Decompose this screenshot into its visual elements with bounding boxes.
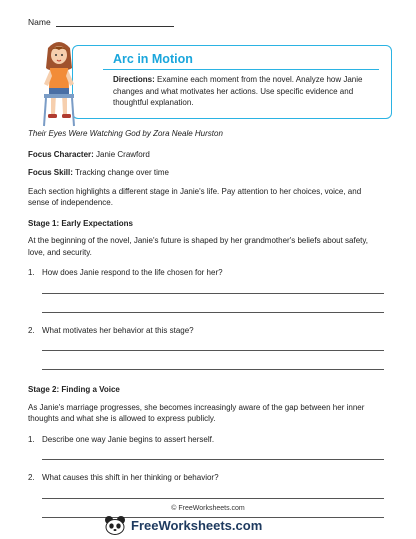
answer-line[interactable] — [42, 488, 384, 499]
footer-url: © FreeWorksheets.com — [171, 505, 245, 512]
focus-character — [28, 149, 384, 161]
focus-skill-value: Tracking change over time — [74, 168, 169, 177]
stage2-question-1 — [28, 434, 384, 446]
question-text: Describe one way Janie begins to assert herself. — [42, 434, 215, 444]
directions — [113, 74, 381, 109]
name-label: Name — [28, 17, 51, 27]
stage1-question-2 — [28, 325, 384, 337]
header-box — [72, 45, 392, 119]
panda-icon — [104, 515, 126, 535]
answer-line[interactable] — [42, 283, 384, 294]
name-line[interactable] — [56, 18, 174, 27]
question-number: 1. — [28, 434, 35, 444]
girl-illustration — [36, 38, 82, 128]
stage1-question-1 — [28, 267, 384, 279]
directions-label: Directions: — [113, 75, 155, 84]
focus-character-label: Focus Character: — [28, 149, 94, 159]
focus-skill — [28, 167, 384, 179]
worksheet-title: Arc in Motion — [113, 52, 193, 66]
question-text: What causes this shift in her thinking or behavior? — [42, 473, 219, 482]
focus-skill-label: Focus Skill: — [28, 168, 73, 177]
question-number: 2. — [28, 473, 35, 482]
answer-line[interactable] — [42, 449, 384, 460]
stage1-text: At the beginning of the novel, Janie's future is shaped by her grandmother's beliefs about safety, love, and security. — [28, 236, 369, 257]
name-field — [28, 17, 174, 27]
title-rule — [103, 69, 379, 70]
question-number: 1. — [28, 268, 35, 277]
directions-text: Examine each moment from the novel. Analyze how Janie changes and what motivates her actions. Use specific evidence and thoughtful explanation. — [113, 75, 363, 107]
logo-text: FreeWorksheets.com — [131, 517, 263, 533]
answer-line[interactable] — [42, 359, 384, 370]
question-number: 2. — [28, 325, 35, 335]
stage2-text: As Janie's marriage progresses, she becomes increasingly aware of the gap between her inner thoughts and what she is allowed to express publicly. — [28, 402, 365, 423]
stage2-heading: Stage 2: Finding a Voice — [28, 385, 120, 394]
question-text: How does Janie respond to the life chosen for her? — [42, 268, 223, 277]
intro-text: Each section highlights a different stage in Janie's life. Pay attention to her choices, voice, and sense of independence. — [28, 186, 362, 207]
answer-line[interactable] — [42, 340, 384, 351]
footer-logo — [104, 515, 262, 535]
worksheet-content — [28, 128, 384, 526]
stage2-question-2 — [28, 472, 384, 484]
answer-line[interactable] — [42, 302, 384, 313]
question-text: What motivates her behavior at this stage? — [42, 325, 194, 335]
stage1-heading: Stage 1: Early Expectations — [28, 218, 133, 228]
book-title: Their Eyes Were Watching God by Zora Neale Hurston — [28, 129, 223, 138]
focus-character-value: Janie Crawford — [96, 149, 150, 159]
